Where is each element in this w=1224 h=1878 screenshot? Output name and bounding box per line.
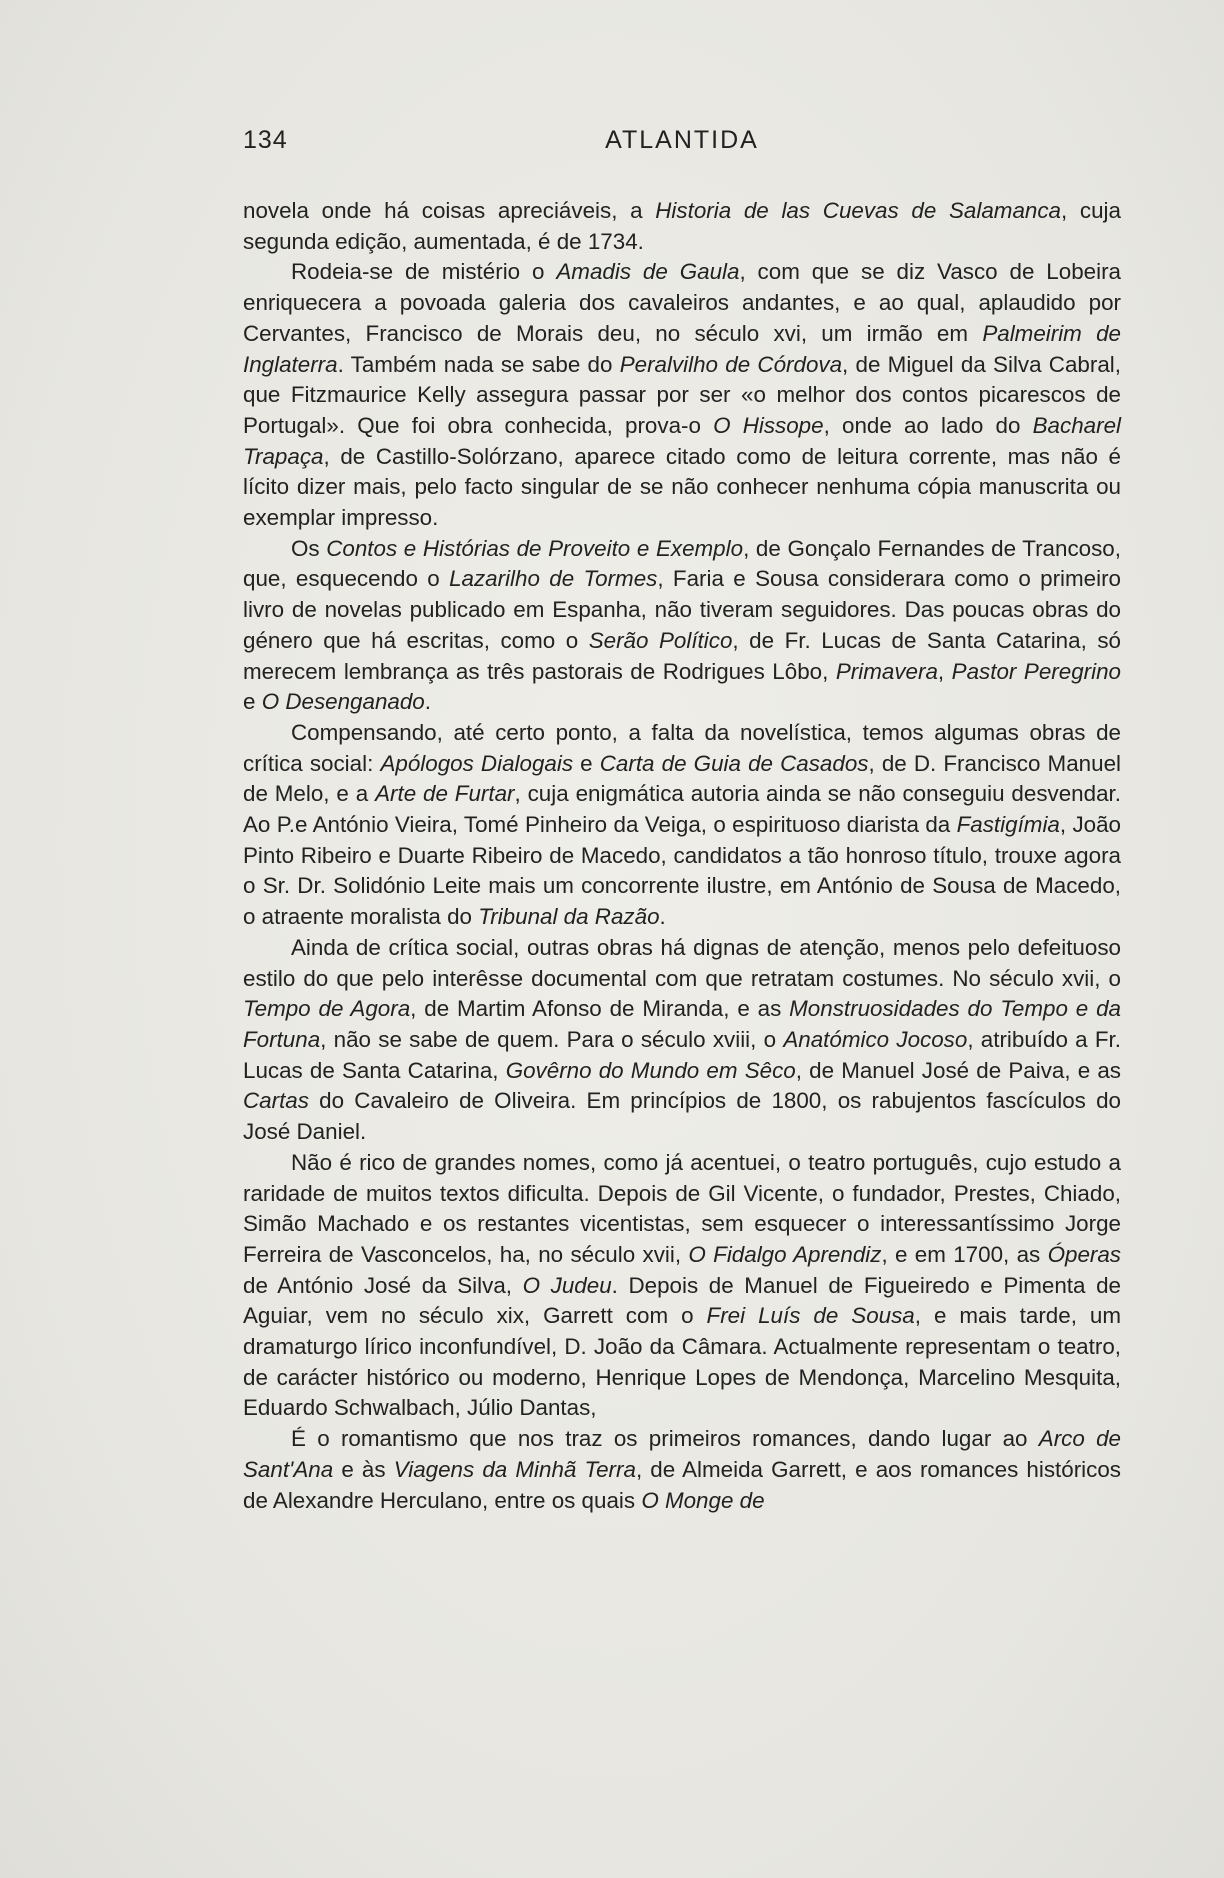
text-run: , não se sabe de quem. Para o século xviii, o [320, 1026, 784, 1052]
text-run: , Faria e Sousa considerara como o primeiro livro de novelas publicado em Espanha, não tiveram seguidores. Das poucas obras do género que há escritas, como o [243, 566, 1121, 653]
text-run: Não é rico de grandes nomes, como já acentuei, o teatro português, cujo estudo a raridade de muitos textos dificulta. Depois de Gil Vicente, o fundador, Prestes, Chiado, Simão Machado e os restantes vicentistas, sem esquecer o interessantíssimo Jorge Ferreira de Vasconcelos, ha, no século xvii, [243, 1149, 1121, 1267]
italic-title: Lazarilho de Tormes [449, 566, 658, 592]
italic-title: Arco de Sant'Ana [243, 1426, 1121, 1482]
text-run: . [424, 689, 431, 715]
paragraph [243, 534, 1121, 718]
italic-title: Anatómico Jocoso [783, 1026, 968, 1052]
body-text [243, 196, 1121, 1516]
text-run: , de Castillo-Solórzano, aparece citado como de leitura corrente, mas não é lícito dizer mais, pelo facto singular de se não conhecer nenhuma cópia manuscrita ou exemplar impresso. [243, 443, 1121, 531]
italic-title: Pastor Peregrino [951, 658, 1121, 684]
italic-title: Frei Luís de Sousa [706, 1303, 915, 1329]
italic-title: Tribunal da Razão [478, 904, 660, 930]
paragraph [243, 1424, 1121, 1516]
italic-title: Monstruosidades do Tempo e da Fortuna [243, 996, 1121, 1052]
italic-title: Cartas [243, 1088, 309, 1114]
text-run: , com que se diz Vasco de Lobeira enriquecera a povoada galeria dos cavaleiros andantes, e ao qual, aplaudido por Cervantes, Francisco de Morais deu, no século xvi, um irmão em [243, 259, 1121, 346]
text-run: , atribuído a Fr. Lucas de Santa Catarina, [243, 1026, 1121, 1083]
text-run: . [659, 904, 666, 930]
text-run: , e em 1700, as [881, 1241, 1048, 1267]
text-run: , de Almeida Garrett, e aos romances históricos de Alexandre Herculano, entre os quais [243, 1456, 1121, 1513]
paragraph [243, 718, 1121, 933]
running-title: ATLANTIDA [605, 126, 759, 154]
text-run: , de Gonçalo Fernandes de Trancoso, que, esquecendo o [243, 535, 1121, 592]
text-run: . Também nada se sabe do [337, 351, 620, 377]
italic-title: Amadis de Gaula [556, 259, 740, 285]
italic-title: Óperas [1047, 1241, 1122, 1267]
italic-title: Bacharel Trapaça [243, 412, 1121, 469]
page-number: 134 [243, 126, 288, 154]
text-run: , [937, 658, 952, 684]
text-run: Compensando, até certo ponto, a falta da novelística, temos algumas obras de crítica social: [243, 719, 1121, 776]
text-run: e [573, 750, 600, 776]
italic-title: Serão Político [588, 627, 733, 653]
italic-title: Apólogos Dialogais [380, 750, 574, 776]
text-run: de António José da Silva, [243, 1272, 523, 1298]
paragraph [243, 196, 1121, 257]
text-run: novela onde há coisas apreciáveis, a [243, 198, 656, 223]
text-run: e às [333, 1456, 394, 1482]
italic-title: O Hissope [713, 412, 824, 438]
italic-title: O Monge de [641, 1487, 765, 1513]
text-run: , de Fr. Lucas de Santa Catarina, só merecem lembrança as três pastorais de Rodrigues Lôbo, [243, 627, 1121, 684]
italic-title: Contos e Histórias de Proveito e Exemplo [326, 535, 744, 561]
page-header [243, 126, 1121, 160]
italic-title: Carta de Guia de Casados [599, 750, 869, 776]
text-run: Rodeia-se de mistério o [291, 259, 557, 285]
text-run: , onde ao lado do [823, 412, 1033, 438]
text-run: e [243, 689, 262, 715]
italic-title: Govêrno do Mundo em Sêco [505, 1057, 796, 1083]
text-run: , de Manuel José de Paiva, e as [795, 1057, 1121, 1083]
text-run: , de Martim Afonso de Miranda, e as [410, 996, 790, 1022]
paragraph [243, 257, 1121, 533]
italic-title: Peralvilho de Córdova [619, 351, 843, 377]
text-run: Os [291, 535, 327, 561]
text-run: , cuja segunda edição, aumentada, é de 1734. [243, 198, 1121, 254]
paragraph [243, 933, 1121, 1148]
italic-title: O Judeu [522, 1272, 612, 1298]
text-run: , de Miguel da Silva Cabral, que Fitzmaurice Kelly assegura passar por ser «o melhor dos contos picarescos de Portugal». Que foi obra conhecida, prova-o [243, 351, 1121, 438]
italic-title: Historia de las Cuevas de Salamanca [655, 198, 1061, 223]
italic-title: O Fidalgo Aprendiz [688, 1241, 882, 1267]
italic-title: O Desenganado [261, 689, 425, 715]
text-run: Ainda de crítica social, outras obras há dignas de atenção, menos pelo defeituoso estilo do que pelo interêsse documental com que retratam costumes. No século xvii, o [243, 934, 1121, 991]
paragraph [243, 1148, 1121, 1424]
text-run: , e mais tarde, um dramaturgo lírico inconfundível, D. João da Câmara. Actualmente representam o teatro, de carácter histórico ou moderno, Henrique Lopes de Mendonça, Marcelino Mesquita, Eduardo Schwalbach, Júlio Dantas, [243, 1303, 1122, 1421]
text-run: , cuja enigmática autoria ainda se não conseguiu desvendar. Ao P.e António Vieira, Tomé Pinheiro da Veiga, o espirituoso diarista da [243, 781, 1121, 838]
text-run: do Cavaleiro de Oliveira. Em princípios de 1800, os rabujentos fascículos do José Daniel. [243, 1088, 1121, 1145]
text-run: É o romantismo que nos traz os primeiros romances, dando lugar ao [291, 1426, 1039, 1452]
italic-title: Tempo de Agora [243, 996, 411, 1022]
italic-title: Arte de Furtar [375, 781, 515, 807]
text-run: , de D. Francisco Manuel de Melo, e a [243, 750, 1121, 807]
italic-title: Palmeirim de Inglaterra [243, 320, 1122, 377]
italic-title: Viagens da Minhã Terra [393, 1456, 636, 1482]
italic-title: Primavera [835, 658, 938, 684]
text-run: . Depois de Manuel de Figueiredo e Pimenta de Aguiar, vem no século xix, Garrett com o [243, 1272, 1121, 1329]
italic-title: Fastigímia [956, 812, 1060, 838]
text-run: , João Pinto Ribeiro e Duarte Ribeiro de Macedo, candidatos a tão honroso título, trouxe agora o Sr. Dr. Solidónio Leite mais um concorrente ilustre, em António de Sousa de Macedo, o atraente moralista do [243, 812, 1122, 930]
